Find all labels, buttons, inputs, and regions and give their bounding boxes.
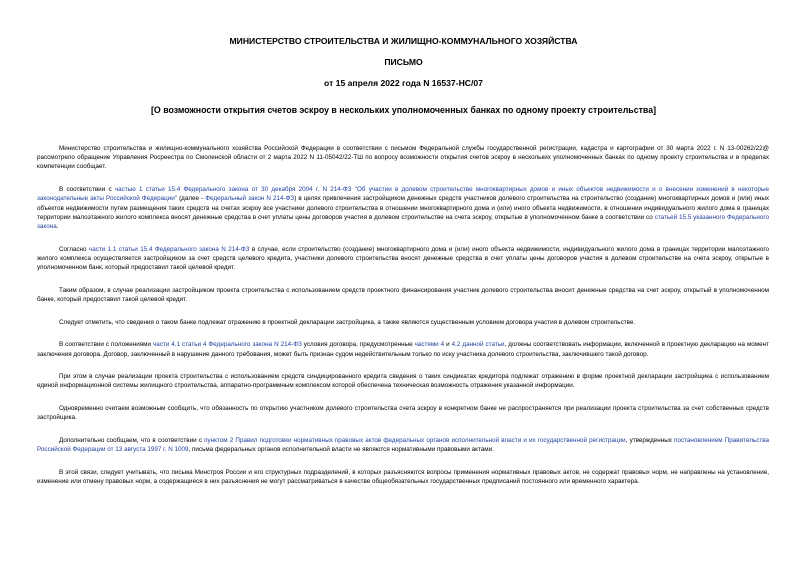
paragraph-4: Таким образом, в случае реализации застройщиком проекта строительства с использованием средств проектного финансирования участник долевого строительства вносит денежные средства на счет эскроу, открытый в уполномоченном банке, который предоставил такой целевой кредит.	[37, 286, 769, 303]
paragraph-9: Дополнительно сообщаем, что в соответствии с пунктом 2 Правил подготовки нормативных правовых актов федеральных органов исполнительной власти и их государственной регистрации, утвержденных постановлением Правительства Российской Федерации от 13 августа 1997 г. N 1009, письма федеральных органов исполнительной власти не являются нормативными правовыми актами.	[37, 437, 770, 454]
link-rules-point-2[interactable]: пунктом 2 Правил подготовки нормативных правовых актов федеральных органов исполнительной власти и их государственной регистрации	[204, 437, 626, 445]
link-part-4-1-art-4[interactable]: части 4.1 статьи 4 Федерального закона N 214-ФЗ	[152, 341, 302, 349]
paragraph-8: Одновременно считаем возможным сообщить, что обязанность по открытию участником долевого строительства счета эскроу в конкретном банке не распространяется при реализации проекта строительства за счет собственных средств застройщика.	[37, 405, 769, 422]
link-government-decree-1009[interactable]: постановлением Правительства Российской Федерации от 13 августа 1997 г. N 1009	[37, 437, 770, 454]
paragraph-6: В соответствии с положениями части 4.1 статьи 4 Федерального закона N 214-ФЗ условия договора, предусмотренные частями 4 и 4.2 данной статьи, должны соответствовать информации, включенной в проектную декларацию на момент заключения договора. Договор, заключенный в нарушение данного требования, может быть признан судом недействительным только по иску участника долевого строительства, заключившего такой договор.	[37, 341, 769, 358]
paragraph-5: Следует отметить, что сведения о таком банке подлежат отражению в проектной декларации застройщика, а также являются существенным условием договора участия в долевом строительстве.	[59, 318, 636, 326]
paragraph-10: В этой связи, следует учитывать, что письма Минстроя России и его структурных подразделений, в которых разъясняются вопросы применения нормативных правовых актов, не содержат правовых норм, не направлены на установление, изменение или отмену правовых норм, а содержащиеся в них разъяснения не могут рассматриваться в качестве общеобязательных государственных предписаний постоянного или временного характера.	[37, 468, 769, 486]
paragraph-7: При этом в случае реализации проекта строительства с использованием средств синдицированного кредита сведения о таких синдикатах кредитора подлежат отражению в форме проектной декларации застройщика с использованием единой информационной системы жилищного строительства, аппаратно-программным комплексом которой обеспечена техническая возможность отражения указанной информации.	[37, 373, 769, 390]
document-type: ПИСЬМО	[384, 57, 423, 67]
link-law-214fz[interactable]: Федеральный закон N 214-ФЗ	[205, 195, 295, 203]
ministry-title: МИНИСТЕРСТВО СТРОИТЕЛЬСТВА И ЖИЛИЩНО-КОММУНАЛЬНОГО ХОЗЯЙСТВА	[229, 36, 578, 46]
document-subject: [О возможности открытия счетов эскроу в нескольких уполномоченных банках по одному проекту строительства]	[150, 105, 657, 115]
link-art-15-5[interactable]: статьей 15.5 указанного Федерального закона	[37, 213, 769, 230]
link-part-1-1-art-15-4[interactable]: части 1.1 статьи 15.4 Федерального закона N 214-ФЗ	[88, 245, 250, 253]
link-parts-4[interactable]: частями 4	[414, 341, 445, 349]
link-law-214fz-art-15-4[interactable]: частью 1 статьи 15.4 Федерального закона от 30 декабря 2004 г. N 214-ФЗ "Об участии в долевом строительстве многоквартирных домов и иных объектов недвижимости и о внесении изменений в некоторые законодательные акты Российской Федерации"	[37, 186, 770, 203]
paragraph-1: Министерство строительства и жилищно-коммунального хозяйства Российской Федерации в соответствии с письмом Федеральной службы государственной регистрации, кадастра и картографии от 30 марта 2022 г. N 13-00262/22@ рассмотрело обращение Управления Росреестра по Смоленской области от 2 марта 2022 N 11-05042/22-ТШ по вопросу возможности открытия счетов эскроу в нескольких уполномоченных банках по одному проекту строительства и в пределах компетенции сообщает.	[37, 145, 769, 171]
paragraph-2: В соответствии с частью 1 статьи 15.4 Федерального закона от 30 декабря 2004 г. N 214-ФЗ "Об участии в долевом строительстве многоквартирных домов и иных объектов недвижимости и о внесении изменений в некоторые законодательные акты Российской Федерации" (далее - Федеральный закон N 214-ФЗ) в целях привлечения застройщиком денежных средств участников долевого строительства на строительство (создание) многоквартирных домов и (или) иных объектов недвижимости путем размещения таких средств на счетах эскроу все участники долевого строительства в отношении многоквартирного дома и (или) иного объекта недвижимости, в отношении индивидуального жилого дома в границах территории малоэтажного жилого комплекса вносят денежные средства в счет уплаты цены договоров участия в долевом строительстве на счета эскроу, открытые в уполномоченном банке в соответствии со статьей 15.5 указанного Федерального закона.	[37, 186, 770, 230]
document-date-number: от 15 апреля 2022 года N 16537-НС/07	[324, 78, 483, 88]
paragraph-3: Согласно части 1.1 статьи 15.4 Федерального закона N 214-ФЗ в случае, если строительство (создание) многоквартирного дома и (или) иного объекта недвижимости, индивидуального жилого дома в границах территории малоэтажного жилого комплекса осуществляется застройщиком за счет средств целевого кредита, участники долевого строительства вносят денежные средства в счет уплаты цены договоров участия в долевом строительстве на счета эскроу, открытые в уполномоченном банк, который предоставил такой целевой кредит.	[37, 245, 770, 272]
link-part-4-2[interactable]: 4.2 данной статьи	[451, 341, 505, 349]
document-body	[37, 144, 769, 500]
